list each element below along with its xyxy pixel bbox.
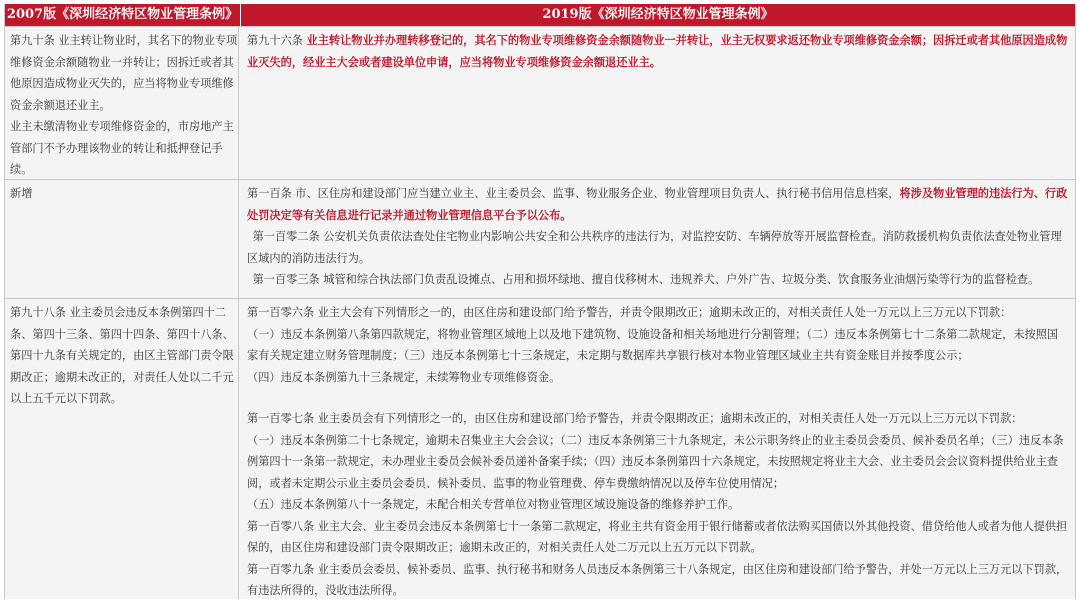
highlighted-text: 业主转让物业并办理转移登记的，其名下的物业专项维修资金余额随物业一并转让，业主无权要求返还物业专项维修资金余额；因拆迁或者其他原因造成物业灭失的，经业主大会或者建设单位申请，应当将物业专项维修资金余额退还业主。	[247, 34, 1068, 69]
new-label: 新增	[10, 187, 33, 200]
article-text: 第一百零三条 城管和综合执法部门负责乱设摊点、占用和损坏绿地、擅自伐移树木、违规养犬、户外广告、垃圾分类、饮食服务业油烟污染等行为的监督检查。	[252, 273, 1040, 286]
article-text: 第一百条 市、区住房和建设部门应当建立业主、业主委员会、监事、物业服务企业、物业管理项目负责人、执行秘书信用信息档案，	[247, 187, 900, 200]
table-row	[5, 26, 1075, 179]
highlighted-text: 将涉及物业管理的违法行为、行政处罚决定等有关信息进行记录并通过物业管理信息平台予以公布。	[247, 187, 1068, 222]
spacer	[247, 388, 1069, 408]
article-text: 第一百零七条 业主委员会有下列情形之一的，由区住房和建设部门给予警告，并责令限期改正；逾期未改正的，对相关责任人处一万元以上三万元以下罚款：	[247, 412, 1023, 425]
article-text: 第九十条 业主转让物业时，其名下的物业专项维修资金余额随物业一并转让；因拆迁或者其他原因造成物业灭失的，应当将物业专项维修资金余额退还业主。	[10, 34, 238, 112]
table-row	[5, 179, 1075, 298]
article-number: 第九十六条	[247, 34, 307, 47]
cell-2007	[5, 27, 239, 179]
cell-2019	[239, 180, 1075, 298]
table-header	[5, 4, 1075, 26]
regulation-comparison-table	[4, 4, 1076, 599]
table-row	[5, 298, 1075, 599]
article-text: 第九十八条 业主委员会违反本条例第四十二条、第四十三条、第四十四条、第四十八条、第四十九条有关规定的，由区主管部门责令限期改正；逾期未改正的，对责任人处以二千元以上五千元以下罚款。	[10, 306, 234, 405]
header-2019: 2019版《深圳经济特区物业管理条例》	[241, 4, 1075, 26]
article-text: （一）违反本条例第二十七条规定，逾期未召集业主大会会议；（二）违反本条例第三十九条规定，未公示职务终止的业主委员会委员、候补委员名单；（三）违反本条例第四十一条第一款规定，未办理业主委员会候补委员递补备案手续；（四）违反本条例第四十六条规定，未按照规定将业主大会、业主委员会会议资料提供给业主查阅，或者未定期公示业主委员会委员、候补委员、监事的物业管理费、停车费缴纳情况以及停车位使用情况；	[247, 433, 1064, 490]
cell-2019	[239, 27, 1075, 179]
article-text: （五）违反本条例第八十一条规定，未配合相关专营单位对物业管理区域设施设备的维修养护工作。	[247, 498, 740, 511]
article-text: 业主未缴清物业专项维修资金的，市房地产主管部门不予办理该物业的转让和抵押登记手续。	[10, 120, 234, 176]
cell-2019	[239, 299, 1075, 599]
article-text: （四）违反本条例第九十三条规定，未续筹物业专项维修资金。	[247, 370, 561, 384]
article-text: 第一百零九条 业主委员会委员、候补委员、监事、执行秘书和财务人员违反本条例第三十八条规定，由区住房和建设部门给予警告，并处一万元以上三万元以下罚款，有违法所得的，没收违法所得。	[247, 562, 1068, 597]
article-text: （一）违反本条例第八条第四款规定，将物业管理区域地上以及地下建筑物、设施设备和相关场地进行分割管理；（二）违反本条例第七十二条第二款规定，未按照国家有关规定建立财务管理制度；（三）违反本条例第七十三条规定，未定期与数据库共享银行核对本物业管理区域业主共有资金账目并按季度公示；	[247, 327, 1059, 362]
article-text: 第一百零二条 公安机关负责依法查处住宅物业内影响公共安全和公共秩序的违法行为，对监控安防、车辆停放等开展监督检查。消防救援机构负责依法查处物业管理区域内的消防违法行为。	[247, 230, 1062, 265]
article-text: 第一百零八条 业主大会、业主委员会违反本条例第七十一条第二款规定，将业主共有资金用于银行储蓄或者依法购买国债以外其他投资、借贷给他人或者为他人提供担保的，由区住房和建设部门责令限期改正；逾期未改正的，对相关责任人处二万元以上五万元以下罚款。	[247, 519, 1068, 554]
header-2007: 2007版《深圳经济特区物业管理条例》	[5, 4, 241, 26]
article-text: 第一百零六条 业主大会有下列情形之一的，由区住房和建设部门给予警告，并责令限期改正；逾期未改正的，对相关责任人处一万元以上三万元以下罚款：	[247, 306, 1012, 319]
cell-2007	[5, 299, 239, 599]
cell-2007	[5, 180, 239, 298]
